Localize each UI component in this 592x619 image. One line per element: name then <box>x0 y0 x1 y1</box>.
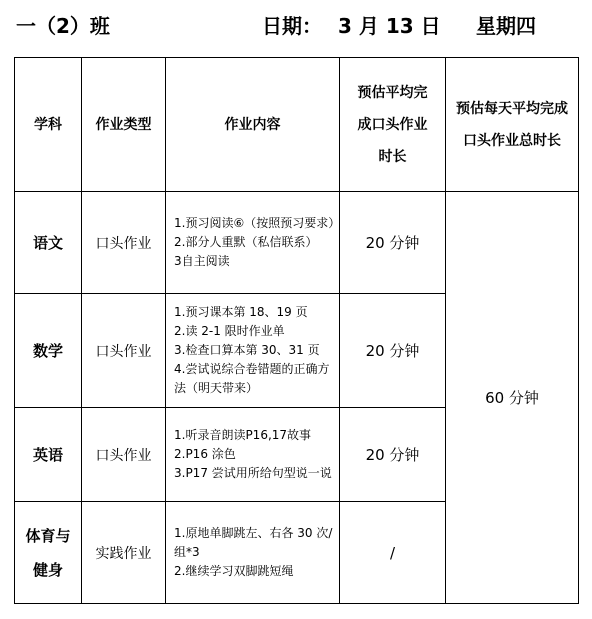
content-line: 2.读 2-1 限时作业单 <box>174 324 285 338</box>
subject-cell: 语文 <box>15 192 82 294</box>
subject-line: 健身 <box>32 560 63 579</box>
type-cell: 口头作业 <box>82 294 166 408</box>
content-line: 3.P17 尝试用所给句型说一说 <box>174 466 332 480</box>
content-line: 4.尝试说综合卷错题的正确方法（明天带来） <box>174 362 330 395</box>
content-line: 1.原地单脚跳左、右各 30 次/组*3 <box>174 526 333 559</box>
content-line: 1.预习课本第 18、19 页 <box>174 305 308 319</box>
content-cell <box>166 502 340 604</box>
type-cell: 口头作业 <box>82 192 166 294</box>
content-line: 3自主阅读 <box>174 254 230 268</box>
content-cell <box>166 192 340 294</box>
subject-cell: 英语 <box>15 408 82 502</box>
homework-table <box>14 57 579 604</box>
header-est-avg-line: 时长 <box>378 148 407 165</box>
total-duration-cell: 60 分钟 <box>446 192 579 604</box>
subject-cell: 数学 <box>15 294 82 408</box>
class-label: 一（2）班 <box>16 14 110 38</box>
duration-cell: 20 分钟 <box>340 294 446 408</box>
header-est-avg-line: 成口头作业 <box>357 116 428 133</box>
content-line: 1.听录音朗读P16,17故事 <box>174 428 312 442</box>
table-row-chinese <box>15 192 579 294</box>
weekday-label: 星期四 <box>476 14 536 38</box>
date-value: 3 月 13 日 <box>338 14 441 38</box>
type-cell: 口头作业 <box>82 408 166 502</box>
subject-cell <box>15 502 82 604</box>
content-cell <box>166 408 340 502</box>
duration-cell: 20 分钟 <box>340 192 446 294</box>
type-cell: 实践作业 <box>82 502 166 604</box>
header-subject: 学科 <box>15 58 82 192</box>
header-est-total-line: 口头作业总时长 <box>463 132 561 149</box>
header-content: 作业内容 <box>166 58 340 192</box>
content-line: 2.P16 涂色 <box>174 447 236 461</box>
content-line: 3.检查口算本第 30、31 页 <box>174 343 320 357</box>
header-est-total <box>446 58 579 192</box>
header-type: 作业类型 <box>82 58 166 192</box>
content-line: 1.预习阅读⑥（按照预习要求） <box>174 216 341 230</box>
duration-cell: 20 分钟 <box>340 408 446 502</box>
header-est-avg <box>340 58 446 192</box>
content-cell <box>166 294 340 408</box>
subject-line: 体育与 <box>25 526 71 545</box>
header-est-avg-line: 预估平均完 <box>357 84 428 101</box>
content-line: 2.部分人重默（私信联系） <box>174 235 318 249</box>
table-header-row <box>15 58 579 192</box>
date-label: 日期： <box>262 14 322 38</box>
header-est-total-line: 预估每天平均完成 <box>456 100 568 117</box>
content-line: 2.继续学习双脚跳短绳 <box>174 564 294 578</box>
duration-cell: / <box>340 502 446 604</box>
